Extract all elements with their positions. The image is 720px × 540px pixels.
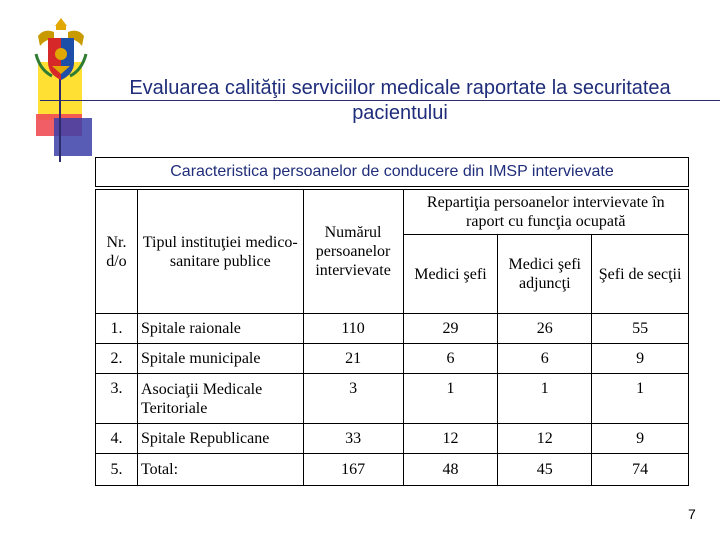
cell-nr: 1.: [96, 314, 138, 344]
cell-medici-sefi: 12: [403, 424, 498, 454]
page-title: Evaluarea calităţii serviciilor medicale raportate la securitatea pacientului: [129, 77, 671, 124]
cell-adjuncti: 6: [498, 344, 592, 374]
cell-nr: 4.: [96, 424, 138, 454]
cell-numar: 3: [303, 374, 403, 424]
table-row: [96, 424, 689, 454]
cell-nr: 3.: [96, 374, 138, 424]
table-caption: Caracteristica persoanelor de conducere din IMSP intervievate: [95, 157, 689, 187]
header-sefi-sectii: Şefi de secţii: [592, 235, 689, 314]
coat-of-arms-icon: [30, 14, 92, 88]
cell-tip: Asociaţii Medicale Teritoriale: [137, 374, 303, 424]
cell-sefi-sectii: 9: [592, 344, 689, 374]
cell-adjuncti: 1: [498, 374, 592, 424]
cell-tip: Spitale raionale: [137, 314, 303, 344]
table-row: [96, 314, 689, 344]
cell-medici-sefi: 29: [403, 314, 498, 344]
cell-adjuncti: 45: [498, 454, 592, 486]
header-nr: Nr. d/o: [96, 190, 138, 314]
header-medici-sefi-adjuncti: Medici şefi adjuncţi: [498, 235, 592, 314]
data-table: [95, 189, 689, 486]
cell-sefi-sectii: 1: [592, 374, 689, 424]
page-number: 7: [688, 506, 696, 522]
cell-tip: Spitale municipale: [137, 344, 303, 374]
cell-sefi-sectii: 74: [592, 454, 689, 486]
decor-vertical-line: [59, 78, 61, 162]
cell-sefi-sectii: 9: [592, 424, 689, 454]
header-numar-persoane: Numărul persoanelor intervievate: [303, 190, 403, 314]
table-row: [96, 374, 689, 424]
cell-medici-sefi: 48: [403, 454, 498, 486]
header-medici-sefi: Medici şefi: [403, 235, 498, 314]
cell-tip: Total:: [137, 454, 303, 486]
cell-numar: 110: [303, 314, 403, 344]
cell-nr: 2.: [96, 344, 138, 374]
table-row-total: [96, 454, 689, 486]
cell-adjuncti: 26: [498, 314, 592, 344]
cell-nr: 5.: [96, 454, 138, 486]
cell-adjuncti: 12: [498, 424, 592, 454]
header-repartitie: Repartiţia persoanelor intervievate în raport cu funcţia ocupată: [403, 190, 688, 235]
cell-numar: 21: [303, 344, 403, 374]
cell-numar: 33: [303, 424, 403, 454]
cell-tip: Spitale Republicane: [137, 424, 303, 454]
cell-medici-sefi: 1: [403, 374, 498, 424]
table-row: [96, 344, 689, 374]
cell-medici-sefi: 6: [403, 344, 498, 374]
header-tip-institutie: Tipul instituţiei medico-sanitare publice: [137, 190, 303, 314]
cell-sefi-sectii: 55: [592, 314, 689, 344]
cell-numar: 167: [303, 454, 403, 486]
